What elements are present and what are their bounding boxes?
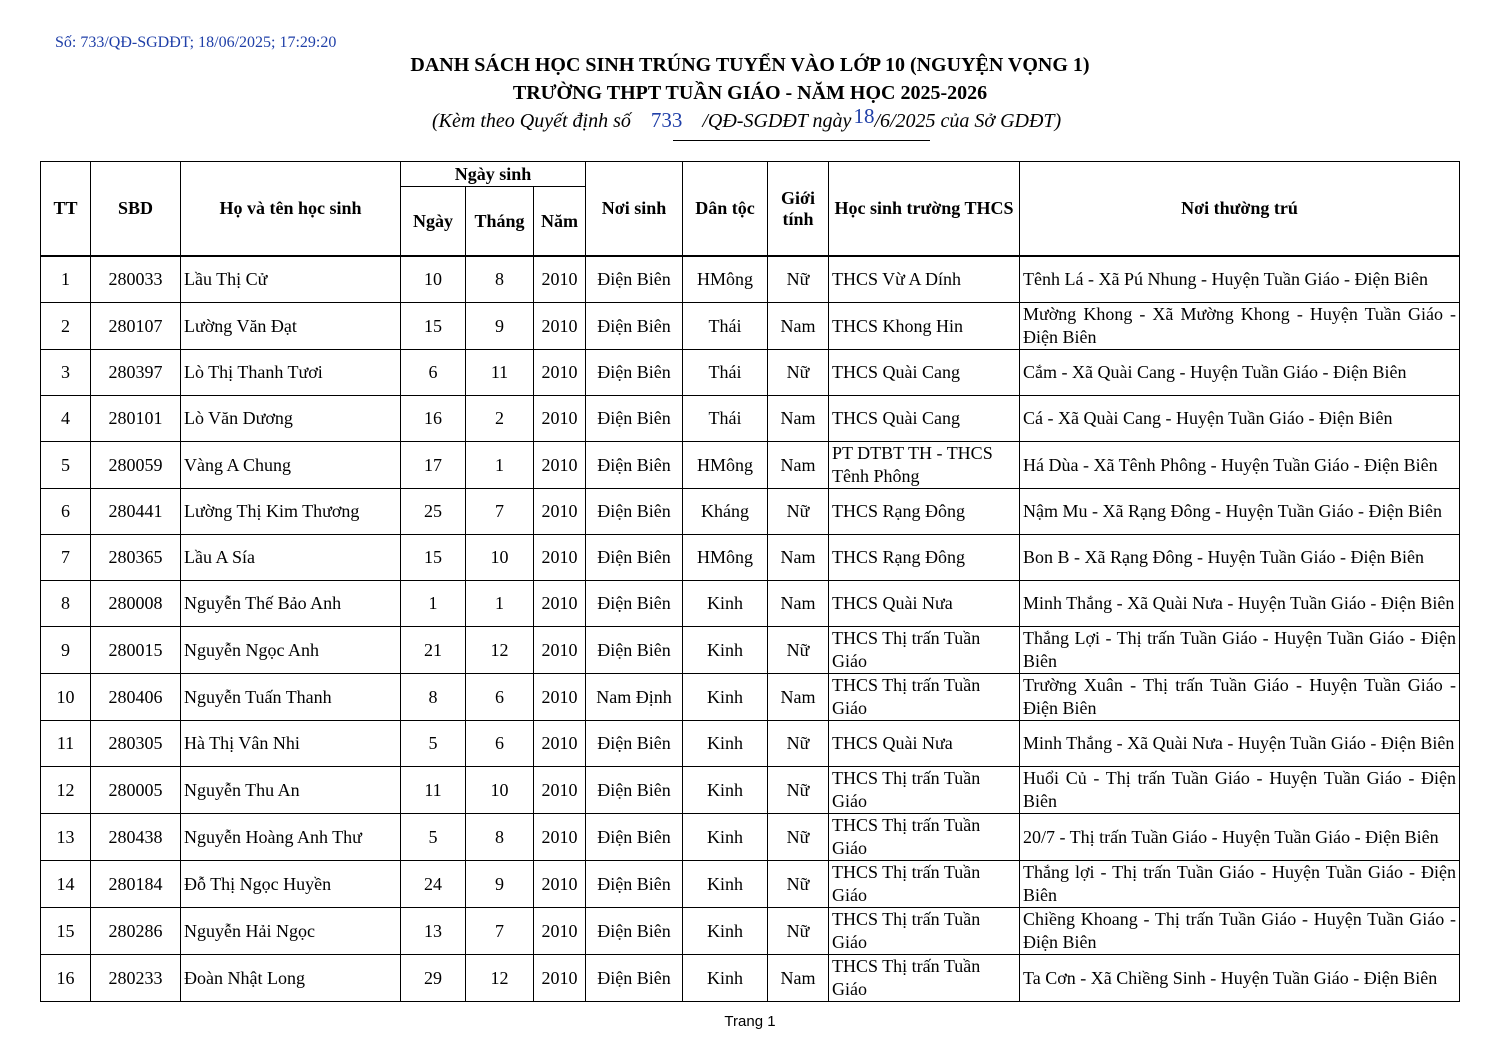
table-row (41, 581, 1460, 627)
cell-residence: Cắm - Xã Quài Cang - Huyện Tuần Giáo - Điện Biên (1020, 350, 1460, 396)
cell-ethnicity: HMông (683, 535, 768, 581)
decision-number: 733 (650, 108, 683, 132)
cell-ethnicity: HMông (683, 442, 768, 489)
cell-residence: Tênh Lá - Xã Pú Nhung - Huyện Tuần Giáo - Điện Biên (1020, 257, 1460, 303)
table-row (41, 955, 1460, 1002)
cell-tt: 16 (41, 955, 91, 1002)
cell-month: 9 (466, 303, 534, 350)
cell-day: 15 (401, 303, 466, 350)
cell-gender: Nữ (768, 721, 829, 767)
col-header-ethnicity: Dân tộc (683, 162, 768, 256)
cell-tt: 7 (41, 535, 91, 581)
cell-tt: 1 (41, 257, 91, 303)
cell-school: THCS Quài Cang (829, 350, 1020, 396)
cell-month: 12 (466, 627, 534, 674)
cell-gender: Nữ (768, 908, 829, 955)
cell-name: Nguyễn Thế Bảo Anh (181, 581, 401, 627)
cell-name: Lường Thị Kim Thương (181, 489, 401, 535)
cell-school: THCS Thị trấn Tuần Giáo (829, 627, 1020, 674)
cell-ethnicity: Kinh (683, 627, 768, 674)
cell-sbd: 280438 (91, 814, 181, 861)
cell-ethnicity: Kinh (683, 721, 768, 767)
cell-tt: 2 (41, 303, 91, 350)
cell-gender: Nữ (768, 489, 829, 535)
cell-birthplace: Điện Biên (586, 767, 683, 814)
cell-day: 25 (401, 489, 466, 535)
table-row (41, 674, 1460, 721)
school-title: TRƯỜNG THPT TUẦN GIÁO - NĂM HỌC 2025-2026 (512, 82, 988, 104)
cell-month: 6 (466, 721, 534, 767)
cell-year: 2010 (534, 489, 586, 535)
table-row (41, 721, 1460, 767)
col-header-dob: Ngày sinh (401, 162, 586, 187)
table-row (41, 861, 1460, 908)
cell-day: 6 (401, 350, 466, 396)
student-table (40, 161, 1460, 1002)
cell-residence: Minh Thắng - Xã Quài Nưa - Huyện Tuần Giáo - Điện Biên (1020, 721, 1460, 767)
cell-birthplace: Điện Biên (586, 350, 683, 396)
cell-month: 7 (466, 489, 534, 535)
cell-gender: Nam (768, 535, 829, 581)
cell-tt: 3 (41, 350, 91, 396)
cell-gender: Nữ (768, 257, 829, 303)
cell-name: Lầu A Sía (181, 535, 401, 581)
cell-ethnicity: Kinh (683, 908, 768, 955)
cell-school: THCS Quài Cang (829, 396, 1020, 442)
cell-name: Nguyễn Hoàng Anh Thư (181, 814, 401, 861)
cell-school: THCS Thị trấn Tuần Giáo (829, 814, 1020, 861)
cell-school: THCS Vừ A Dính (829, 257, 1020, 303)
table-row (41, 535, 1460, 581)
cell-residence: Chiềng Khoang - Thị trấn Tuần Giáo - Huyện Tuần Giáo - Điện Biên (1020, 908, 1460, 955)
col-header-gender: Giới tính (768, 162, 829, 256)
cell-year: 2010 (534, 581, 586, 627)
cell-year: 2010 (534, 396, 586, 442)
cell-tt: 14 (41, 861, 91, 908)
document-title: DANH SÁCH HỌC SINH TRÚNG TUYỂN VÀO LỚP 10 (NGUYỆN VỌNG 1) (410, 54, 1090, 76)
cell-day: 11 (401, 767, 466, 814)
cell-month: 2 (466, 396, 534, 442)
cell-sbd: 280015 (91, 627, 181, 674)
cell-gender: Nam (768, 955, 829, 1002)
cell-birthplace: Điện Biên (586, 721, 683, 767)
cell-birthplace: Điện Biên (586, 814, 683, 861)
cell-school: THCS Quài Nưa (829, 581, 1020, 627)
cell-residence: Cá - Xã Quài Cang - Huyện Tuần Giáo - Điện Biên (1020, 396, 1460, 442)
cell-residence: Minh Thắng - Xã Quài Nưa - Huyện Tuần Giáo - Điện Biên (1020, 581, 1460, 627)
cell-month: 8 (466, 257, 534, 303)
cell-day: 5 (401, 721, 466, 767)
cell-month: 7 (466, 908, 534, 955)
cell-name: Vàng A Chung (181, 442, 401, 489)
cell-school: THCS Thị trấn Tuần Giáo (829, 908, 1020, 955)
table-row (41, 908, 1460, 955)
cell-ethnicity: Kinh (683, 767, 768, 814)
cell-tt: 15 (41, 908, 91, 955)
col-header-sbd: SBD (91, 162, 181, 256)
col-header-birthplace: Nơi sinh (586, 162, 683, 256)
cell-month: 1 (466, 581, 534, 627)
cell-year: 2010 (534, 767, 586, 814)
cell-school: THCS Thị trấn Tuần Giáo (829, 767, 1020, 814)
cell-birthplace: Điện Biên (586, 396, 683, 442)
cell-day: 21 (401, 627, 466, 674)
cell-tt: 11 (41, 721, 91, 767)
cell-month: 9 (466, 861, 534, 908)
cell-tt: 5 (41, 442, 91, 489)
cell-birthplace: Điện Biên (586, 535, 683, 581)
cell-ethnicity: Kinh (683, 814, 768, 861)
cell-tt: 12 (41, 767, 91, 814)
decision-prefix: (Kèm theo Quyết định số (432, 110, 631, 132)
cell-gender: Nam (768, 581, 829, 627)
cell-month: 10 (466, 767, 534, 814)
col-header-month: Tháng (466, 187, 534, 256)
cell-sbd: 280286 (91, 908, 181, 955)
cell-school: THCS Rạng Đông (829, 535, 1020, 581)
table-row (41, 350, 1460, 396)
table-row (41, 257, 1460, 303)
cell-birthplace: Điện Biên (586, 861, 683, 908)
cell-day: 16 (401, 396, 466, 442)
cell-sbd: 280305 (91, 721, 181, 767)
cell-residence: Há Dùa - Xã Tênh Phông - Huyện Tuần Giáo - Điện Biên (1020, 442, 1460, 489)
cell-name: Lầu Thị Cử (181, 257, 401, 303)
cell-year: 2010 (534, 303, 586, 350)
table-row (41, 303, 1460, 350)
cell-day: 10 (401, 257, 466, 303)
col-header-day: Ngày (401, 187, 466, 256)
cell-residence: Bon B - Xã Rạng Đông - Huyện Tuần Giáo - Điện Biên (1020, 535, 1460, 581)
cell-month: 6 (466, 674, 534, 721)
table-row (41, 442, 1460, 489)
cell-ethnicity: Kinh (683, 674, 768, 721)
cell-sbd: 280005 (91, 767, 181, 814)
cell-name: Nguyễn Ngọc Anh (181, 627, 401, 674)
cell-month: 1 (466, 442, 534, 489)
cell-birthplace: Điện Biên (586, 581, 683, 627)
cell-birthplace: Điện Biên (586, 303, 683, 350)
col-header-tt: TT (41, 162, 91, 256)
table-row (41, 767, 1460, 814)
cell-residence: Thắng lợi - Thị trấn Tuần Giáo - Huyện Tuần Giáo - Điện Biên (1020, 861, 1460, 908)
cell-sbd: 280233 (91, 955, 181, 1002)
cell-sbd: 280406 (91, 674, 181, 721)
cell-gender: Nữ (768, 350, 829, 396)
cell-residence: Thắng Lợi - Thị trấn Tuần Giáo - Huyện Tuần Giáo - Điện Biên (1020, 627, 1460, 674)
cell-day: 15 (401, 535, 466, 581)
cell-gender: Nữ (768, 767, 829, 814)
cell-sbd: 280101 (91, 396, 181, 442)
cell-tt: 9 (41, 627, 91, 674)
cell-gender: Nam (768, 674, 829, 721)
cell-month: 12 (466, 955, 534, 1002)
col-header-name: Họ và tên học sinh (181, 162, 401, 256)
cell-school: THCS Thị trấn Tuần Giáo (829, 861, 1020, 908)
cell-ethnicity: HMông (683, 257, 768, 303)
cell-birthplace: Điện Biên (586, 257, 683, 303)
page-number: Trang 1 (724, 1013, 776, 1030)
cell-year: 2010 (534, 955, 586, 1002)
cell-ethnicity: Kinh (683, 861, 768, 908)
cell-ethnicity: Thái (683, 350, 768, 396)
cell-day: 17 (401, 442, 466, 489)
cell-name: Lò Thị Thanh Tươi (181, 350, 401, 396)
cell-sbd: 280008 (91, 581, 181, 627)
cell-tt: 4 (41, 396, 91, 442)
cell-month: 11 (466, 350, 534, 396)
cell-year: 2010 (534, 442, 586, 489)
cell-year: 2010 (534, 814, 586, 861)
cell-residence: Mường Khong - Xã Mường Khong - Huyện Tuần Giáo - Điện Biên (1020, 303, 1460, 350)
cell-sbd: 280397 (91, 350, 181, 396)
cell-tt: 6 (41, 489, 91, 535)
cell-ethnicity: Kinh (683, 955, 768, 1002)
col-header-residence: Nơi thường trú (1020, 162, 1460, 256)
cell-day: 13 (401, 908, 466, 955)
cell-name: Nguyễn Tuấn Thanh (181, 674, 401, 721)
decision-mid: /QĐ-SGDĐT ngày (702, 110, 852, 132)
cell-ethnicity: Kinh (683, 581, 768, 627)
table-row (41, 814, 1460, 861)
cell-sbd: 280441 (91, 489, 181, 535)
cell-year: 2010 (534, 627, 586, 674)
cell-tt: 8 (41, 581, 91, 627)
cell-year: 2010 (534, 908, 586, 955)
cell-residence: Ta Cơn - Xã Chiềng Sinh - Huyện Tuần Giáo - Điện Biên (1020, 955, 1460, 1002)
col-header-school: Học sinh trường THCS (829, 162, 1020, 256)
cell-school: THCS Khong Hin (829, 303, 1020, 350)
cell-month: 10 (466, 535, 534, 581)
cell-sbd: 280184 (91, 861, 181, 908)
cell-day: 29 (401, 955, 466, 1002)
cell-month: 8 (466, 814, 534, 861)
signature-underline (673, 140, 930, 141)
cell-year: 2010 (534, 257, 586, 303)
col-header-year: Năm (534, 187, 586, 256)
cell-year: 2010 (534, 721, 586, 767)
cell-year: 2010 (534, 861, 586, 908)
cell-residence: Nậm Mu - Xã Rạng Đông - Huyện Tuần Giáo - Điện Biên (1020, 489, 1460, 535)
cell-ethnicity: Kháng (683, 489, 768, 535)
cell-school: THCS Thị trấn Tuần Giáo (829, 674, 1020, 721)
cell-school: THCS Rạng Đông (829, 489, 1020, 535)
cell-school: THCS Thị trấn Tuần Giáo (829, 955, 1020, 1002)
cell-name: Hà Thị Vân Nhi (181, 721, 401, 767)
cell-name: Lò Văn Dương (181, 396, 401, 442)
cell-birthplace: Điện Biên (586, 627, 683, 674)
cell-name: Đoàn Nhật Long (181, 955, 401, 1002)
cell-residence: 20/7 - Thị trấn Tuần Giáo - Huyện Tuần Giáo - Điện Biên (1020, 814, 1460, 861)
cell-name: Đỗ Thị Ngọc Huyền (181, 861, 401, 908)
cell-sbd: 280059 (91, 442, 181, 489)
cell-birthplace: Điện Biên (586, 442, 683, 489)
cell-birthplace: Điện Biên (586, 908, 683, 955)
cell-day: 8 (401, 674, 466, 721)
cell-name: Nguyễn Hải Ngọc (181, 908, 401, 955)
document-stamp: Số: 733/QĐ-SGDĐT; 18/06/2025; 17:29:20 (55, 34, 337, 51)
cell-year: 2010 (534, 350, 586, 396)
cell-ethnicity: Thái (683, 303, 768, 350)
cell-gender: Nữ (768, 627, 829, 674)
cell-residence: Trường Xuân - Thị trấn Tuần Giáo - Huyện Tuần Giáo - Điện Biên (1020, 674, 1460, 721)
table-row (41, 489, 1460, 535)
cell-sbd: 280033 (91, 257, 181, 303)
cell-year: 2010 (534, 535, 586, 581)
cell-name: Lường Văn Đạt (181, 303, 401, 350)
cell-sbd: 280365 (91, 535, 181, 581)
cell-day: 5 (401, 814, 466, 861)
cell-school: THCS Quài Nưa (829, 721, 1020, 767)
decision-day: 18 (853, 104, 875, 128)
cell-gender: Nữ (768, 861, 829, 908)
cell-day: 24 (401, 861, 466, 908)
cell-ethnicity: Thái (683, 396, 768, 442)
cell-residence: Huổi Củ - Thị trấn Tuần Giáo - Huyện Tuần Giáo - Điện Biên (1020, 767, 1460, 814)
cell-gender: Nam (768, 303, 829, 350)
cell-name: Nguyễn Thu An (181, 767, 401, 814)
cell-gender: Nam (768, 396, 829, 442)
decision-reference (432, 104, 1062, 133)
cell-birthplace: Nam Định (586, 674, 683, 721)
cell-year: 2010 (534, 674, 586, 721)
cell-school: PT DTBT TH - THCS Tênh Phông (829, 442, 1020, 489)
cell-tt: 10 (41, 674, 91, 721)
cell-day: 1 (401, 581, 466, 627)
decision-suffix: /6/2025 của Sở GDĐT) (874, 110, 1062, 132)
cell-tt: 13 (41, 814, 91, 861)
cell-gender: Nam (768, 442, 829, 489)
cell-birthplace: Điện Biên (586, 955, 683, 1002)
cell-sbd: 280107 (91, 303, 181, 350)
table-row (41, 627, 1460, 674)
cell-birthplace: Điện Biên (586, 489, 683, 535)
table-row (41, 396, 1460, 442)
cell-gender: Nữ (768, 814, 829, 861)
